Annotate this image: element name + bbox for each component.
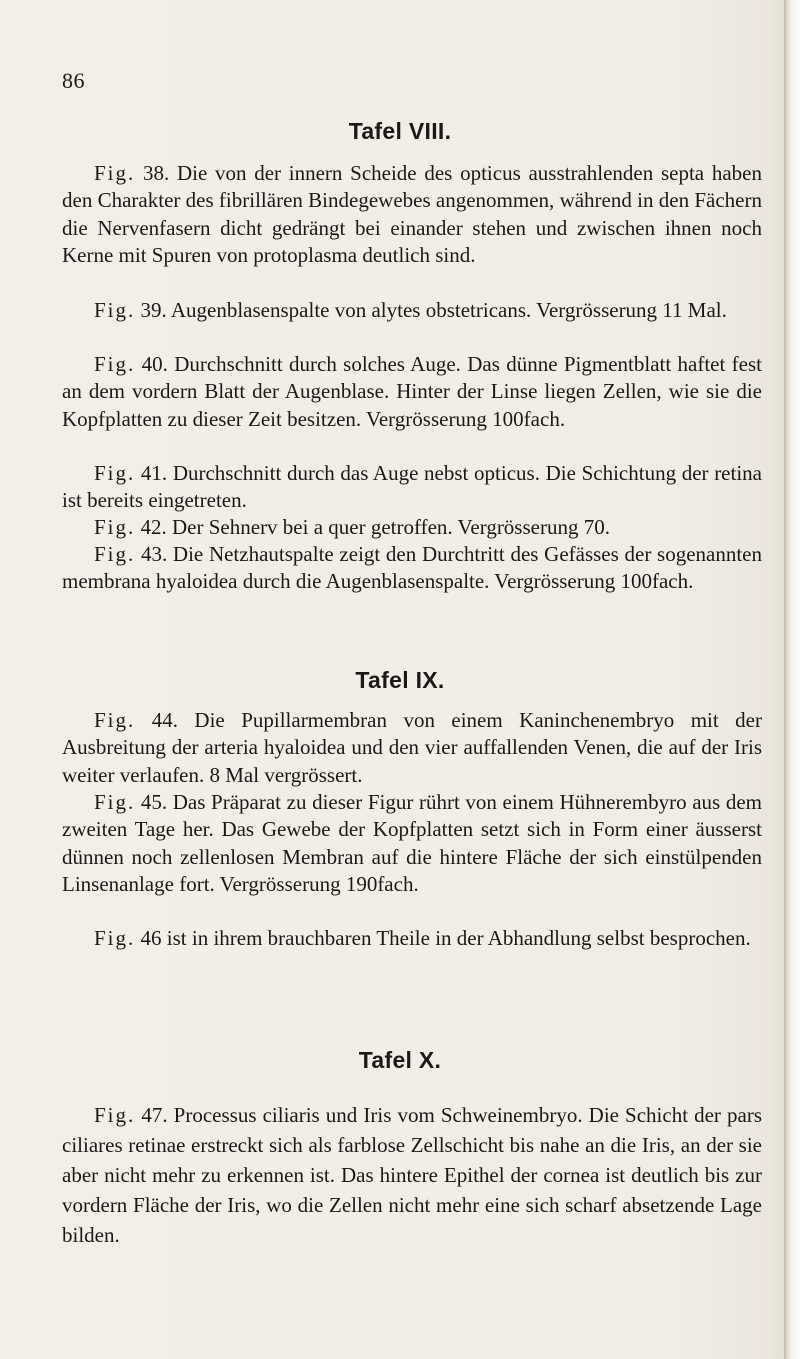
caption-fig-40 <box>62 351 762 433</box>
caption-text: 45. Das Präparat zu dieser Figur rührt von einem Hühnerembyro aus dem zweiten Tage her. Das Gewebe der Kopfplatten setzt sich in Form einer äusserst dünnen noch zellenlosen Membran auf die hintere Fläche der sich einstülpenden Linsenanlage fort. Vergrösserung 190fach. <box>62 790 762 897</box>
page-number: 86 <box>62 68 85 93</box>
fig-label: Fig. <box>94 708 136 732</box>
caption-text: 46 ist in ihrem brauchbaren Theile in der Abhandlung selbst besprochen. <box>135 926 751 950</box>
caption-fig-45 <box>62 789 762 899</box>
caption-fig-41 <box>62 460 762 515</box>
caption-text: 47. Processus ciliaris und Iris vom Schweinembryo. Die Schicht der pars ciliares retinae erstreckt sich als farblose Zellschicht bis nahe an die Iris, an der sie aber nicht mehr zu erkennen ist. Das hintere Epithel der cornea ist deutlich bis zur vordern Fläche der Iris, wo die Zellen nicht mehr eine sich scharf absetzende Lage bilden. <box>62 1103 762 1247</box>
caption-fig-43 <box>62 541 762 596</box>
fig-label: Fig. <box>94 1103 136 1127</box>
caption-text: 40. Durchschnitt durch solches Auge. Das dünne Pigmentblatt haftet fest an dem vordern Blatt der Augenblase. Hinter der Linse liegen Zellen, wie sie die Kopfplatten zu dieser Zeit besitzen. Vergrösserung 100fach. <box>62 352 762 431</box>
section-title-tafel-ix: Tafel IX. <box>355 667 445 693</box>
fig-label: Fig. <box>94 161 136 185</box>
caption-text: 43. Die Netzhautspalte zeigt den Durchtritt des Gefässes der sogenannten membrana hyaloidea durch die Augenblasenspalte. Vergrösserung 100fach. <box>62 542 762 594</box>
fig-label: Fig. <box>94 461 136 485</box>
caption-text: 42. Der Sehnerv bei a quer getroffen. Vergrösserung 70. <box>135 515 610 539</box>
caption-fig-44 <box>62 707 762 789</box>
fig-label: Fig. <box>94 352 136 376</box>
fig-label: Fig. <box>94 542 136 566</box>
fig-label: Fig. <box>94 298 136 322</box>
caption-text: 39. Augenblasenspalte von alytes obstetricans. Vergrösserung 11 Mal. <box>135 298 727 322</box>
fig-label: Fig. <box>94 790 136 814</box>
fig-label: Fig. <box>94 926 136 950</box>
fig-label: Fig. <box>94 515 136 539</box>
caption-text: 41. Durchschnitt durch das Auge nebst opticus. Die Schichtung der retina ist bereits eingetreten. <box>62 461 762 513</box>
caption-fig-47 <box>62 1100 762 1250</box>
caption-text: 44. Die Pupillarmembran von einem Kaninchenembryo mit der Ausbreitung der arteria hyaloidea und den vier auffallenden Venen, die auf der Iris weiter verlaufen. 8 Mal vergrössert. <box>62 708 762 787</box>
caption-fig-42 <box>62 514 762 541</box>
caption-fig-46 <box>62 925 762 952</box>
caption-fig-38 <box>62 160 762 270</box>
caption-text: 38. Die von der innern Scheide des opticus ausstrahlenden septa haben den Charakter des fibrillären Bindegewebes angenommen, während in den Fächern die Nervenfasern dicht gedrängt bei einander stehen und zwischen ihnen noch Kerne mit Spuren von protoplasma deutlich sind. <box>62 161 762 268</box>
caption-fig-39 <box>62 297 762 324</box>
section-title-tafel-viii: Tafel VIII. <box>348 118 452 144</box>
section-title-tafel-x: Tafel X. <box>358 1047 442 1073</box>
